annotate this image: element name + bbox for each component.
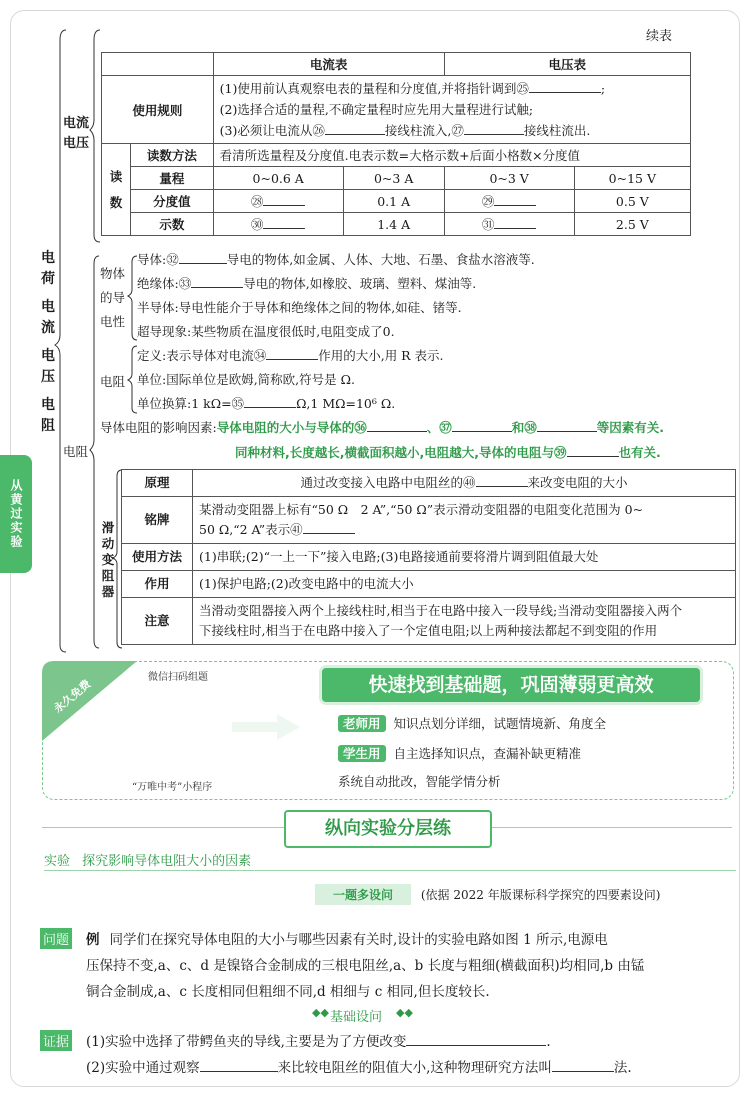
reading-cell: ㉛ (444, 213, 574, 236)
multi-question-label: 一题多设问 (315, 884, 411, 905)
scan-label: 微信扫码组题 (148, 672, 208, 683)
factors-line-2: 同种材料,长度越长,横截面积越小,电阻越大,导体的电阻与㊴ 也有关. (235, 445, 661, 460)
question-line-1: 例 同学们在探究导体电阻的大小与哪些因素有关时,设计的实验电路如图 1 所示,电源电 (86, 932, 608, 948)
range-label: 量程 (131, 167, 214, 190)
topic-char: 电 (41, 250, 55, 266)
rheo-key: 注意 (122, 598, 193, 645)
rheostat-table (121, 469, 736, 645)
ammeter-header: 电流表 (213, 53, 444, 76)
resistance-conversion: 单位换算:1 kΩ=㉟ Ω,1 MΩ=10⁶ Ω. (137, 396, 396, 411)
rheo-value: (1)串联;(2)“一上一下”接入电路;(3)电路接通前要将滑片调到阻值最大处 (193, 544, 736, 571)
outer-resistance-label: 电阻 (63, 444, 89, 459)
free-badge: 永久免费 (51, 677, 94, 716)
rheo-key: 原理 (122, 470, 193, 497)
reading-method-label: 读数方法 (131, 144, 214, 167)
voltmeter-header: 电压表 (444, 53, 690, 76)
rheo-key: 作用 (122, 571, 193, 598)
rheo-value: 当滑动变阻器接入两个上接线柱时,相当于在电路中接入一段导线;当滑动变阻器接入两个 下接线柱时,相当于在电路中接入了一个定值电阻;以上两种接法都起不到变阻的作用 (193, 598, 736, 645)
miniprogram-label: “万唯中考”小程序 (132, 782, 213, 793)
reading-method: 看清所选量程及分度值.电表示数=大格示数+后面小格数×分度值 (213, 144, 690, 167)
diamond-right-icon: ◆◆ (396, 1006, 413, 1019)
topic-char: 阻 (41, 417, 55, 434)
label-current: 电流 (63, 116, 90, 131)
division-label: 分度值 (131, 190, 214, 213)
range-cell: 0~3 A (343, 167, 444, 190)
resistance-definition: 定义:表示导体对电流㉞ 作用的大小,用 R 表示. (137, 348, 444, 363)
rheo-value: 某滑动变阻器上标有“50 Ω 2 A”,“50 Ω”表示滑动变阻器的电阻变化范围为 0~ 50 Ω,“2 A”表示㊶ (193, 497, 736, 544)
topic-char: 荷 (41, 270, 55, 287)
ad-item-student: 学生用 自主选择知识点，查漏补缺更精准 (338, 744, 581, 762)
multi-question-note: (依据 2022 年版课标科学探究的四要素设问) (420, 888, 661, 902)
experiment-label: 实验 (44, 854, 71, 869)
usage-rule-1: (1)使用前认真观察电表的量程和分度值,并将指针调到㉕ ; (219, 81, 606, 96)
ad-item-auto: 系统自动批改，智能学情分析 (338, 774, 501, 789)
evidence-tag: 证据 (40, 1030, 72, 1051)
resistance-label: 电阻 (100, 374, 126, 389)
division-cell: 0.1 A (343, 190, 444, 213)
semiconductor-line: 半导体:导电性能介于导体和绝缘体之间的物体,如硅、锗等. (137, 300, 462, 315)
rheo-value: 通过改变接入电路中电阻丝的㊵ 来改变电阻的大小 (193, 470, 736, 497)
meter-table (101, 52, 691, 236)
question-line-3: 铜合金制成,a、c 长度相同但粗细不同,d 相细与 c 相同,但长度较长. (86, 984, 490, 1000)
rheo-key: 使用方法 (122, 544, 193, 571)
topic-char: 电 (41, 397, 55, 413)
topic-char: 电 (41, 348, 55, 364)
division-cell: 0.5 V (574, 190, 690, 213)
factors-line-1: 导体电阻的影响因素:导体电阻的大小与导体的㊱ 、㊲ 和㊳ 等因素有关. (100, 420, 665, 435)
reading-cell: ㉚ (213, 213, 343, 236)
reading-cell: 2.5 V (574, 213, 690, 236)
usage-rule-3: (3)必须让电流从㉖ 接线柱流入,㉗ 接线柱流出. (219, 123, 591, 138)
reading-label: 读 数 (102, 144, 131, 236)
basic-label: 基础设问 (330, 1010, 383, 1025)
range-cell: 0~15 V (574, 167, 690, 190)
qr-code-icon[interactable] (152, 690, 224, 762)
section-title: 纵向实验分层练 (284, 810, 492, 848)
division-cell: ㉙ (444, 190, 574, 213)
topic-vertical-label (38, 248, 58, 436)
diamond-left-icon: ◆◆ (312, 1006, 329, 1019)
resistance-unit: 单位:国际单位是欧姆,简称欧,符号是 Ω. (137, 372, 355, 387)
topic-char: 压 (41, 368, 55, 385)
usage-rule-2: (2)选择合适的量程,不确定量程时应先用大量程进行试触; (219, 102, 534, 117)
reading-value-label: 示数 (131, 213, 214, 236)
question-line-2: 压保持不变,a、c、d 是镍铬合金制成的三根电阻丝,a、b 长度与粗细(横截面积)均相同,b 由锰 (86, 958, 645, 974)
label-voltage: 电压 (63, 136, 90, 151)
ad-headline: 快速找到基础题，巩固薄弱更高效 (322, 668, 700, 702)
current-voltage-label (63, 114, 89, 154)
conductor-line: 导体:㉜ 导电的物体,如金属、人体、大地、石墨、食盐水溶液等. (137, 252, 535, 267)
materials-label: 物体 的导 电性 (100, 266, 126, 329)
range-cell: 0~3 V (444, 167, 574, 190)
evidence-q1: (1)实验中选择了带鳄鱼夹的导线,主要是为了方便改变 . (86, 1034, 551, 1050)
rheo-key: 铭牌 (122, 497, 193, 544)
continued-label: 续表 (646, 29, 673, 44)
superconductor-line: 超导现象:某些物质在温度很低时,电阻变成了0. (137, 324, 395, 339)
usage-label: 使用规则 (102, 76, 214, 144)
topic-char: 电 (41, 299, 55, 315)
side-tab[interactable]: 从黄过实验 (0, 455, 32, 573)
experiment-heading (44, 850, 736, 871)
ad-item-teacher: 老师用 知识点划分详细，试题情境新、角度全 (338, 714, 606, 732)
question-tag: 问题 (40, 928, 72, 949)
rheostat-label: 滑 动 变 阻 器 (101, 520, 115, 599)
experiment-title: 探究影响导体电阻大小的因素 (82, 854, 252, 869)
insulator-line: 绝缘体:㉝ 导电的物体,如橡胶、玻璃、塑料、煤油等. (137, 276, 477, 291)
arrow-icon (232, 712, 302, 742)
division-cell: ㉘ (213, 190, 343, 213)
multi-question-row (315, 884, 660, 905)
evidence-q2: (2)实验中通过观察 来比较电阻丝的阻值大小,这种物理研究方法叫 法. (86, 1060, 632, 1076)
reading-cell: 1.4 A (343, 213, 444, 236)
topic-char: 流 (41, 319, 55, 336)
rheo-value: (1)保护电路;(2)改变电路中的电流大小 (193, 571, 736, 598)
range-cell: 0~0.6 A (213, 167, 343, 190)
